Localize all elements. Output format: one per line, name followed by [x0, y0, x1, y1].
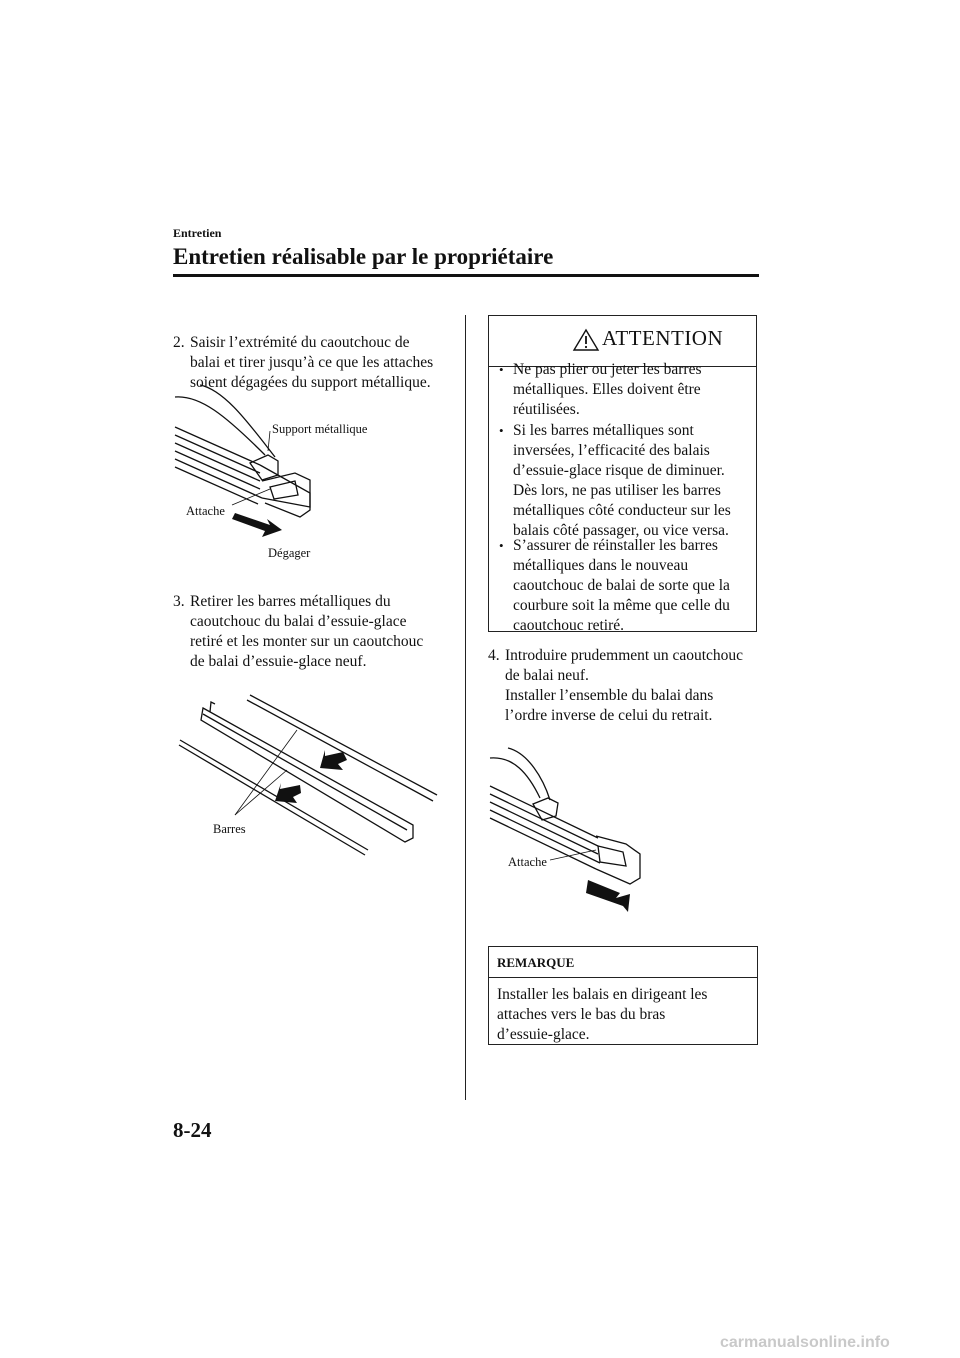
attention-line: caoutchouc retiré. — [513, 617, 625, 634]
watermark: carmanualsonline.info — [720, 1334, 890, 1351]
label-attache: Attache — [508, 855, 547, 869]
label-attache: Attache — [186, 504, 225, 518]
title-divider — [173, 274, 759, 277]
step-2 — [173, 333, 458, 393]
attention-title: ATTENTION — [602, 326, 724, 350]
attention-line: Si les barres métalliques sont — [513, 422, 694, 439]
attention-line: balais côté passager, ou vice versa. — [513, 522, 729, 539]
bullet-icon: • — [499, 362, 504, 377]
warning-icon — [573, 329, 599, 351]
blade-body — [260, 465, 310, 507]
blade-rubber — [210, 702, 215, 712]
rubber-strip — [175, 427, 260, 465]
rubber-strip — [175, 451, 260, 489]
note-line: Installer les balais en dirigeant les — [497, 986, 708, 1003]
rubber-strip — [175, 435, 260, 473]
attention-line: d’essuie-glace risque de diminuer. — [513, 462, 725, 479]
step-4 — [488, 646, 763, 726]
page-title: Entretien réalisable par le propriétaire — [173, 244, 554, 269]
step-3-line: de balai d’essuie-glace neuf. — [190, 653, 367, 670]
attention-item — [499, 536, 730, 636]
note-line: d’essuie-glace. — [497, 1026, 590, 1043]
rubber-end — [596, 836, 640, 884]
wiper-arm — [508, 748, 550, 800]
label-barres: Barres — [213, 822, 246, 836]
attention-item — [499, 360, 702, 420]
step-2-number: 2. — [173, 334, 185, 351]
metal-bar — [247, 700, 433, 801]
step-4-line: l’ordre inverse de celui du retrait. — [505, 707, 713, 724]
attention-line: Ne pas plier ou jeter les barres — [513, 361, 702, 378]
clip — [598, 846, 626, 866]
figure-install-clip — [488, 748, 658, 913]
step-2-line: Saisir l’extrémité du caoutchouc de — [190, 334, 410, 351]
column-divider — [465, 315, 466, 1100]
rubber-strip — [175, 459, 262, 498]
label-degager: Dégager — [268, 546, 311, 560]
figure-release-clip — [170, 385, 460, 565]
attention-line: métalliques dans le nouveau — [513, 557, 689, 574]
step-2-line: soient dégagées du support métallique. — [190, 374, 431, 391]
note-body — [497, 985, 707, 1045]
wiper-arm — [490, 758, 540, 798]
step-3-line: retiré et les monter sur un caoutchouc — [190, 633, 424, 650]
note-header — [489, 947, 757, 978]
pull-arrow — [232, 513, 282, 537]
step-3-line: Retirer les barres métalliques du — [190, 593, 391, 610]
attention-line: S’assurer de réinstaller les barres — [513, 537, 718, 554]
attention-line: courbure soit la même que celle du — [513, 597, 730, 614]
attention-line: réutilisées. — [513, 401, 580, 418]
step-4-number: 4. — [488, 647, 500, 664]
step-4-line: de balai neuf. — [505, 667, 589, 684]
attention-item — [499, 421, 731, 541]
page-number: 8-24 — [173, 1118, 212, 1142]
attention-line: métalliques côté conducteur sur les — [513, 502, 731, 519]
label-support: Support métallique — [272, 422, 368, 436]
rubber-strip — [490, 802, 598, 854]
attention-line: Dès lors, ne pas utiliser les barres — [513, 482, 721, 499]
bullet-icon: • — [499, 423, 504, 438]
step-4-line: Introduire prudemment un caoutchouc — [505, 647, 744, 664]
wiper-arm — [175, 397, 265, 455]
rubber-strip — [175, 467, 258, 504]
section-label: Entretien — [173, 226, 222, 240]
push-arrow — [586, 880, 630, 912]
step-3-number: 3. — [173, 593, 185, 610]
note-line: attaches vers le bas du bras — [497, 1006, 666, 1023]
attention-box — [488, 315, 757, 632]
wiper-arm — [200, 385, 275, 457]
rubber-strip — [490, 786, 598, 838]
leader-line — [232, 489, 270, 505]
insert-arrow — [275, 783, 301, 803]
step-3-line: caoutchouc du balai d’essuie-glace — [190, 613, 407, 630]
attention-line: inversées, l’efficacité des balais — [513, 442, 710, 459]
note-title: REMARQUE — [497, 955, 575, 970]
rubber-strip — [175, 443, 260, 481]
metal-bar — [250, 695, 437, 795]
leader-line — [268, 431, 270, 451]
insert-arrow — [320, 750, 347, 770]
step-3 — [173, 592, 458, 672]
note-box — [488, 946, 758, 1045]
step-2-line: balai et tirer jusqu’à ce que les attaches — [190, 354, 434, 371]
attention-line: caoutchouc de balai de sorte que la — [513, 577, 730, 594]
bullet-icon: • — [499, 538, 504, 553]
step-4-line: Installer l’ensemble du balai dans — [505, 687, 714, 704]
attention-line: métalliques. Elles doivent être — [513, 381, 701, 398]
